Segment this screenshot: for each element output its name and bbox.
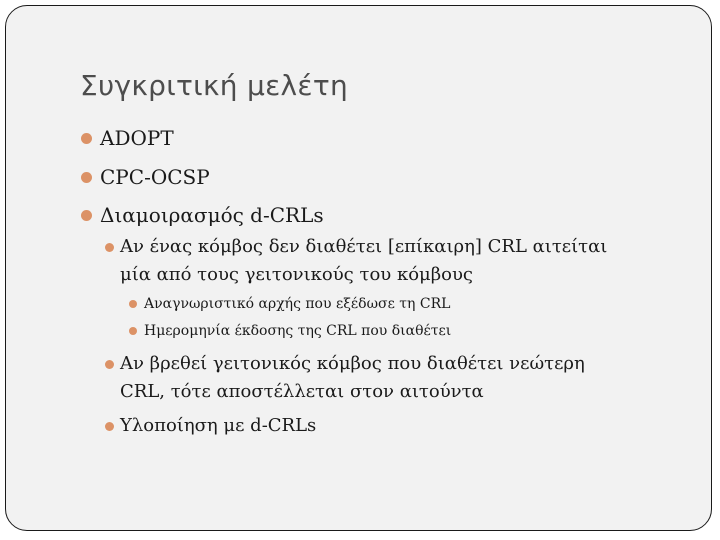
bullet-list — [6, 6, 711, 530]
bullet-item: Διαμοιρασμός d-CRLs — [100, 203, 324, 227]
sub-sub-bullet-marker — [129, 327, 137, 335]
bullet-item: CPC-OCSP — [100, 165, 210, 189]
bullet-item: ADOPT — [100, 126, 174, 150]
bullet-marker — [81, 133, 92, 144]
bullet-marker — [81, 172, 92, 183]
sub-sub-bullet-item: Αναγνωριστικό αρχής που εξέδωσε τη CRL — [144, 296, 451, 312]
bullet-marker — [81, 210, 92, 221]
sub-bullet-marker — [105, 243, 114, 252]
slide — [5, 5, 712, 531]
sub-bullet-item-line1: Αν ένας κόμβος δεν διαθέτει [επίκαιρη] CRL αιτείται — [120, 236, 608, 257]
slide-title: Συγκριτική μελέτη — [80, 69, 349, 102]
sub-bullet-item-line2: μία από τους γειτονικούς του κόμβους — [120, 264, 473, 285]
sub-bullet-marker — [105, 360, 114, 369]
sub-bullet-item-line1: Αν βρεθεί γειτονικός κόμβος που διαθέτει νεώτερη — [120, 353, 585, 374]
sub-bullet-item-line2: CRL, τότε αποστέλλεται στον αιτούντα — [120, 381, 484, 402]
sub-sub-bullet-marker — [129, 300, 137, 308]
sub-bullet-marker — [105, 422, 114, 431]
sub-bullet-item: Υλοποίηση με d-CRLs — [120, 415, 317, 436]
sub-sub-bullet-item: Ημερομηνία έκδοσης της CRL που διαθέτει — [144, 323, 452, 339]
